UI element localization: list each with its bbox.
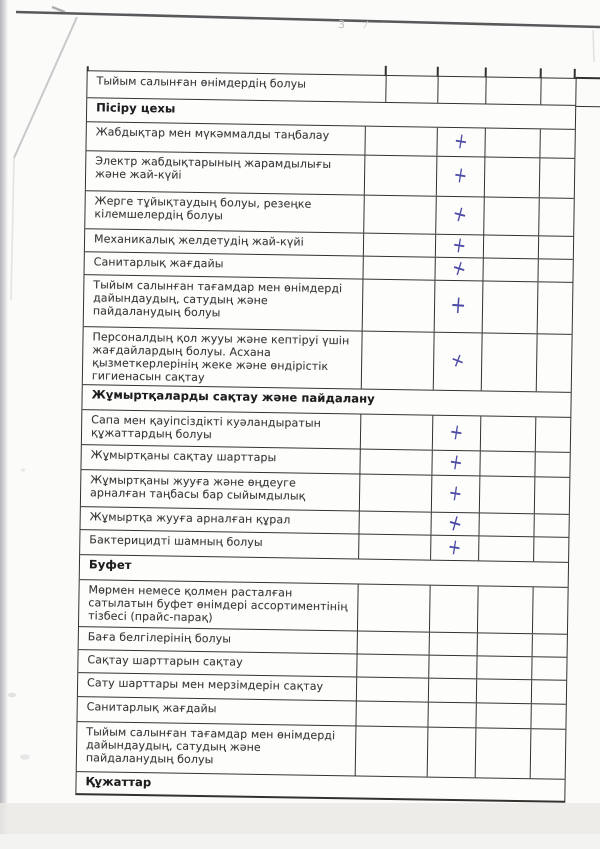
row-label-cell [85, 191, 364, 232]
column-line-stub [87, 66, 89, 71]
grade-cell-3 [484, 157, 540, 197]
handwritten-plus-mark: + [447, 418, 466, 447]
row-label-cell [79, 627, 357, 653]
handwritten-plus-mark: + [448, 254, 470, 283]
row-label-cell [85, 229, 363, 255]
table-row [77, 722, 566, 780]
smudge [20, 754, 30, 760]
handwritten-plus-mark: + [450, 231, 469, 260]
row-label-cell [86, 122, 364, 154]
grade-cell-1 [359, 450, 431, 475]
grade-cell-2 [427, 703, 475, 728]
section-title-label: Буфет [88, 557, 132, 572]
table-row [84, 275, 573, 335]
handwritten-plus-mark: + [447, 448, 465, 477]
grade-cell-3 [485, 77, 540, 104]
grade-cell-4 [531, 680, 566, 704]
row-label: Сапа мен қауіпсіздікті куәландыратын құжаттардың болуы [90, 413, 322, 442]
grade-cell-1 [357, 585, 430, 632]
grade-cell-3 [479, 476, 535, 513]
grade-cell-3 [476, 679, 531, 703]
grade-cell-2 [435, 197, 484, 235]
grade-cell-4 [538, 236, 573, 259]
page-number: 3 [337, 17, 346, 32]
column-line-stub [385, 66, 387, 76]
grade-cell-2 [435, 231, 483, 260]
grade-cell-3 [477, 633, 532, 656]
grade-cell-1 [362, 257, 434, 280]
grade-cell-1 [385, 76, 437, 103]
row-label: Тыйым салынған тағамдар мен өнімдерді дайындаудың, сатудың және пайдаланудың болуы [85, 725, 336, 767]
grade-cell-2 [429, 633, 477, 656]
grade-cell-1 [358, 512, 430, 535]
grade-cell-2 [428, 679, 476, 703]
handwritten-plus-mark: + [451, 162, 470, 190]
grade-cell-2 [431, 476, 480, 513]
grade-cell-1 [361, 332, 434, 390]
handwritten-plus-mark: + [446, 533, 464, 562]
grade-cell-3 [476, 656, 531, 679]
grade-cell-1 [355, 726, 428, 776]
grade-cell-4 [534, 477, 570, 514]
row-label-cell [86, 151, 365, 194]
handwritten-plus-mark: + [444, 508, 466, 539]
grade-cell-4 [531, 657, 566, 680]
row-label: Бактерицидті шамның болуы [89, 533, 263, 550]
grade-cell-1 [358, 535, 430, 560]
row-label: Баға белгілерінің болуы [87, 630, 232, 646]
smudge [8, 693, 16, 698]
grade-cell-2 [429, 586, 478, 633]
row-label-cell [82, 410, 360, 448]
row-label: Жерге тұйықтаудың болуы, резеңке кілемшелердің болуы [94, 194, 312, 223]
grade-cell-1 [357, 632, 429, 655]
handwritten-plus-mark: + [452, 127, 470, 156]
grade-cell-4 [532, 634, 567, 657]
row-label: Жұмыртқаны сақтау шарттары [90, 448, 277, 465]
column-line-stub [574, 69, 576, 79]
grade-cell-1 [364, 156, 437, 196]
grade-cell-1 [359, 475, 432, 512]
grade-cell-4 [536, 334, 572, 392]
row-label-cell [85, 252, 363, 278]
grade-cell-2 [434, 254, 482, 283]
grade-cell-1 [364, 127, 436, 156]
grade-cell-3 [483, 197, 539, 235]
table-row [83, 327, 572, 393]
grade-cell-3 [475, 703, 530, 728]
grade-cell-2 [428, 656, 476, 679]
handwritten-plus-mark: + [447, 347, 469, 375]
handwritten-plus-mark: + [449, 290, 468, 321]
grade-cell-4 [538, 198, 574, 236]
row-label-cell [77, 697, 355, 725]
grade-cell-3 [475, 728, 531, 778]
grade-cell-2 [430, 508, 478, 539]
grade-cell-4 [534, 452, 569, 477]
smudge [21, 468, 25, 471]
grade-cell-4 [537, 259, 572, 282]
grade-cell-3 [483, 235, 538, 258]
row-label-cell [80, 530, 358, 558]
row-label: Сақтау шарттарын сақтау [87, 653, 243, 669]
table-row [79, 580, 568, 635]
row-label-cell [79, 580, 358, 630]
grade-cell-2 [436, 128, 484, 157]
grade-cell-1 [363, 196, 436, 234]
row-label-cell [81, 507, 359, 533]
row-label-cell [84, 275, 363, 330]
row-label: Жұмыртқаны жууға және өңдеуге арналған таңбасы бар сыйымдылық [89, 473, 306, 503]
grade-cell-4 [537, 282, 573, 334]
grade-cell-2 [431, 448, 479, 477]
grade-cell-4 [539, 158, 575, 198]
row-label-cell [81, 445, 359, 473]
grade-cell-2 [436, 157, 485, 197]
row-label-cell [81, 470, 360, 510]
grade-cell-3 [478, 513, 533, 536]
row-label: Электр жабдықтарының жарамдылығы және жай-күйі [94, 154, 332, 182]
row-label: Тыйым салынған өнімдердің болуы [96, 74, 307, 91]
grade-cell-4 [533, 514, 568, 537]
grade-cell-4 [540, 78, 575, 105]
grade-cell-4 [530, 704, 565, 729]
row-label: Механикалық желдетудің жай-күйі [93, 232, 304, 249]
grade-cell-3 [478, 536, 533, 561]
grade-cell-1 [360, 415, 433, 450]
scan-top-edge-line [16, 12, 600, 27]
row-label: Санитарлық жағдайы [93, 255, 224, 271]
right-edge-scratch [593, 30, 594, 62]
grade-cell-2 [432, 416, 481, 451]
page-fold-line-lower [11, 158, 14, 300]
handwritten-plus-mark: + [449, 200, 471, 230]
row-label-cell [83, 327, 362, 388]
row-label: Санитарлық жағдайы [86, 700, 217, 716]
grade-cell-3 [477, 586, 533, 633]
grade-cell-3 [479, 451, 534, 476]
row-label: Сату шарттары мен мерзімдерін сақтау [87, 676, 324, 693]
row-label-cell [78, 650, 356, 676]
grade-cell-2 [427, 728, 476, 778]
row-label: Жұмыртқа жууға арналған құрал [89, 510, 291, 527]
checklist-rows [76, 71, 575, 801]
section-title-label: Құжаттар [85, 774, 152, 790]
row-label: Персоналдың қол жууы және кептіруі үшін жағдайлардың болуы. Асхана қызметкерлерінің жеке және өндірістік гигиенасын сақтау [91, 330, 350, 385]
section-title-label: Жұмыртқаларды сақтау және пайдалану [91, 387, 375, 406]
grade-cell-1 [363, 234, 435, 257]
grade-cell-3 [482, 258, 537, 281]
row-label-cell [87, 71, 385, 102]
grade-cell-1 [355, 702, 427, 727]
row-label-cell [77, 722, 356, 775]
column-line-stub [540, 68, 542, 78]
grade-cell-4 [530, 729, 566, 779]
grade-cell-2 [433, 333, 482, 391]
grade-cell-3 [484, 128, 539, 157]
row-label: Жабдықтар мен мүкәммалды таңбалау [95, 125, 330, 143]
grade-cell-2 [430, 533, 478, 562]
grade-cell-4 [539, 129, 574, 158]
checklist-table [75, 70, 576, 803]
grade-cell-2 [434, 281, 483, 333]
row-label: Мөрмен немесе қолмен расталған сатылатын буфет өнімдері ассортиментінің тізбесі (прайс-парақ) [88, 583, 348, 625]
row-label: Тыйым салынған тағамдар мен өнімдерді дайындаудың, сатудың және пайдаланудың болуы [92, 278, 343, 320]
grade-cell-1 [356, 678, 428, 702]
grade-cell-2 [437, 77, 485, 104]
handwritten-plus-mark: + [446, 479, 465, 508]
section-title-label: Пісіру цехы [96, 100, 176, 116]
page-fold-line [14, 17, 77, 158]
grade-cell-3 [482, 281, 538, 333]
grade-cell-1 [362, 280, 435, 332]
column-line-stub [437, 67, 439, 77]
grade-cell-3 [480, 416, 536, 451]
stray-pen-mark: / [363, 19, 369, 32]
column-line-stub [485, 67, 487, 77]
grade-cell-1 [356, 655, 428, 678]
row-label-cell [78, 673, 356, 700]
grade-cell-3 [481, 333, 537, 391]
grade-cell-4 [535, 417, 571, 452]
grade-cell-4 [533, 537, 568, 562]
grade-cell-4 [532, 587, 568, 634]
scan-top-edge-tick [52, 7, 65, 12]
